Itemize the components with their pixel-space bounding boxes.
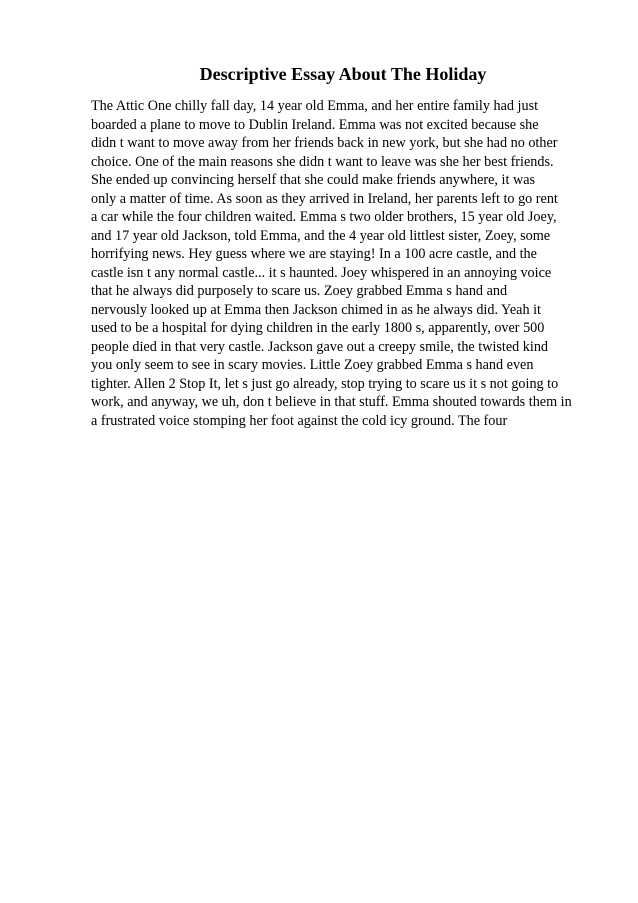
body-line: nervously looked up at Emma then Jackson chimed in as he always did. Yeah it	[91, 301, 541, 318]
body-line: a frustrated voice stomping her foot against the cold icy ground. The four	[91, 412, 508, 429]
body-line: used to be a hospital for dying children in the early 1800 s, apparently, over 500	[91, 320, 545, 336]
body-line: castle isn t any normal castle... it s haunted. Joey whispered in an annoying voice	[91, 264, 552, 281]
body-line: horrifying news. Hey guess where we are staying! In a 100 acre castle, and the	[91, 246, 537, 262]
body-line: tighter. Allen 2 Stop It, let s just go already, stop trying to scare us it s not going to	[91, 375, 559, 392]
essay-body	[91, 97, 601, 430]
body-line: a car while the four children waited. Emma s two older brothers, 15 year old Joey,	[91, 209, 557, 225]
document-title: Descriptive Essay About The Holiday	[199, 64, 487, 84]
body-line: you only seem to see in scary movies. Little Zoey grabbed Emma s hand even	[91, 357, 534, 373]
body-line: She ended up convincing herself that she could make friends anywhere, it was	[91, 172, 536, 188]
body-line: people died in that very castle. Jackson gave out a creepy smile, the twisted kind	[91, 338, 549, 355]
body-line: and 17 year old Jackson, told Emma, and the 4 year old littlest sister, Zoey, some	[91, 227, 551, 244]
body-line: boarded a plane to move to Dublin Ireland. Emma was not excited because she	[91, 116, 539, 133]
body-line: work, and anyway, we uh, don t believe in that stuff. Emma shouted towards them in	[91, 394, 572, 410]
body-line: The Attic One chilly fall day, 14 year old Emma, and her entire family had just	[91, 98, 539, 114]
body-line: that he always did purposely to scare us. Zoey grabbed Emma s hand and	[91, 283, 508, 299]
body-line: only a matter of time. As soon as they arrived in Ireland, her parents left to go rent	[91, 190, 558, 207]
body-line: didn t want to move away from her friends back in new york, but she had no other	[91, 135, 558, 151]
body-line: choice. One of the main reasons she didn t want to leave was she her best friends.	[91, 153, 554, 170]
